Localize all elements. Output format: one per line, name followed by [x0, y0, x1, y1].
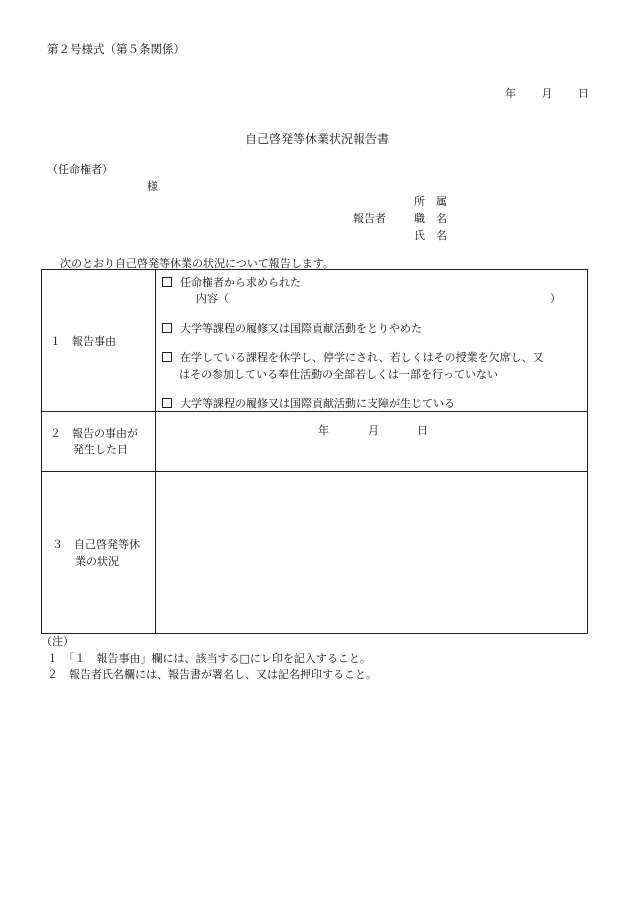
- option-label: 大学等課程の履修又は国際貢献活動をとりやめた: [180, 322, 422, 335]
- option-leave-cont: はその参加している奉仕活動の全部若しくは一部を行っていない: [179, 368, 498, 381]
- status-label-cell: [42, 472, 156, 634]
- checkbox[interactable]: [162, 398, 172, 408]
- report-month: 月: [368, 423, 379, 437]
- table-row-date: [42, 412, 588, 472]
- report-table: [41, 269, 588, 634]
- intro-text: 次のとおり自己啓発等休業の状況について報告します。: [60, 257, 334, 270]
- option-detail-close: ）: [550, 292, 561, 305]
- header-month: 月: [541, 87, 553, 100]
- option-requested[interactable]: [162, 274, 301, 290]
- notes-header: （注）: [41, 635, 74, 648]
- date-value-cell[interactable]: [156, 412, 588, 472]
- option-leave-of-absence[interactable]: [162, 349, 544, 365]
- reason-options-cell: [156, 270, 588, 412]
- date-label-line1: ２ 報告の事由が: [50, 426, 138, 440]
- note-item-2: ２ 報告者氏名欄には、報告書が署名し、又は記名押印すること。: [47, 668, 377, 681]
- option-detail-open: 内容（: [196, 292, 229, 305]
- option-label: 任命権者から求められた: [180, 276, 301, 289]
- option-label: 在学している課程を休学し、停学にされ、若しくはその授業を欠席し、又: [180, 351, 544, 364]
- checkbox[interactable]: [162, 277, 172, 287]
- header-date: [505, 85, 589, 101]
- reporter-position: 職 名: [414, 212, 447, 225]
- reason-label-cell: [42, 270, 156, 412]
- status-value-cell[interactable]: [156, 472, 588, 634]
- report-day: 日: [417, 423, 428, 437]
- date-label-line2: 発生した日: [73, 442, 128, 456]
- note-item-1: １ 「１ 報告事由」欄には、該当する□にレ印を記入すること。: [47, 652, 371, 665]
- reporter-label: 報告者: [353, 212, 386, 225]
- report-year: 年: [318, 423, 329, 437]
- table-row-status: [42, 472, 588, 634]
- addressee-label: （任命権者）: [47, 163, 113, 176]
- addressee-honorific: 様: [147, 180, 158, 193]
- header-year: 年: [505, 87, 516, 100]
- page-title: 自己啓発等休業状況報告書: [245, 132, 390, 146]
- reporter-affiliation: 所 属: [414, 195, 447, 208]
- header-day: 日: [578, 87, 589, 100]
- table-row-reason: [42, 270, 588, 412]
- date-label-cell: [42, 412, 156, 472]
- form-number: 第２号様式（第５条関係）: [47, 42, 185, 56]
- option-label: 大学等課程の履修又は国際貢献活動に支障が生じている: [180, 397, 455, 410]
- checkbox[interactable]: [162, 323, 172, 333]
- status-label-line1: ３ 自己啓発等休: [52, 537, 140, 551]
- status-label-line2: 業の状況: [75, 554, 119, 568]
- reporter-name: 氏 名: [414, 229, 447, 242]
- option-hindered[interactable]: [162, 395, 455, 411]
- option-withdrawn[interactable]: [162, 320, 422, 336]
- checkbox[interactable]: [162, 352, 172, 362]
- reason-label: １ 報告事由: [50, 334, 116, 348]
